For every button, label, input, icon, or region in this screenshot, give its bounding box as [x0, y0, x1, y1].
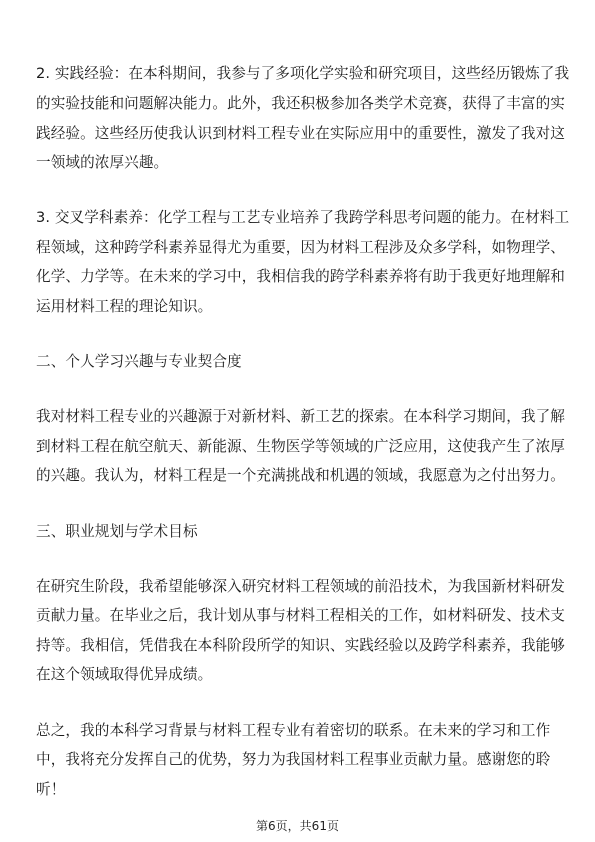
text-line: 到材料工程在航空航天、新能源、生物医学等领域的广泛应用，这使我产生了浓厚	[36, 438, 565, 455]
text-line: 在研究生阶段，我希望能够深入研究材料工程领域的前沿技术，为我国新材料研发	[36, 578, 565, 595]
text-line: 程领域，这种跨学科素养显得尤为重要，因为材料工程涉及众多学科，如物理学、	[36, 239, 565, 256]
text-line: 2. 实践经验：在本科期间，我参与了多项化学实验和研究项目，这些经历锻炼了我	[36, 65, 570, 82]
text-line: 的兴趣。我认为，材料工程是一个充满挑战和机遇的领域，我愿意为之付出努力。	[36, 467, 565, 484]
section-heading-interest: 二、个人学习兴趣与专业契合度	[36, 353, 242, 370]
text-line: 中，我将充分发挥自己的优势，努力为我国材料工程事业贡献力量。感谢您的聆	[36, 751, 551, 768]
section-heading-career: 三、职业规划与学术目标	[36, 523, 198, 540]
text-line: 践经验。这些经历使我认识到材料工程专业在实际应用中的重要性，激发了我对这	[36, 125, 565, 142]
text-line: 听！	[36, 781, 66, 798]
text-line: 总之，我的本科学习背景与材料工程专业有着密切的联系。在未来的学习和工作	[36, 722, 551, 739]
text-line: 的实验技能和问题解决能力。此外，我还积极参加各类学术竞赛，获得了丰富的实	[36, 95, 565, 112]
text-line: 一领域的浓厚兴趣。	[36, 154, 169, 171]
text-line: 在这个领域取得优异成绩。	[36, 666, 213, 683]
page-number: 第6页，共61页	[256, 819, 339, 833]
text-line: 3. 交叉学科素养：化学工程与工艺专业培养了我跨学科思考问题的能力。在材料工	[36, 209, 570, 226]
text-line: 运用材料工程的理论知识。	[36, 298, 213, 315]
text-line: 贡献力量。在毕业之后，我计划从事与材料工程相关的工作，如材料研发、技术支	[36, 607, 565, 624]
text-line: 持等。我相信，凭借我在本科阶段所学的知识、实践经验以及跨学科素养，我能够	[36, 637, 565, 654]
text-line: 我对材料工程专业的兴趣源于对新材料、新工艺的探索。在本科学习期间，我了解	[36, 408, 565, 425]
text-line: 化学、力学等。在未来的学习中，我相信我的跨学科素养将有助于我更好地理解和	[36, 268, 565, 285]
